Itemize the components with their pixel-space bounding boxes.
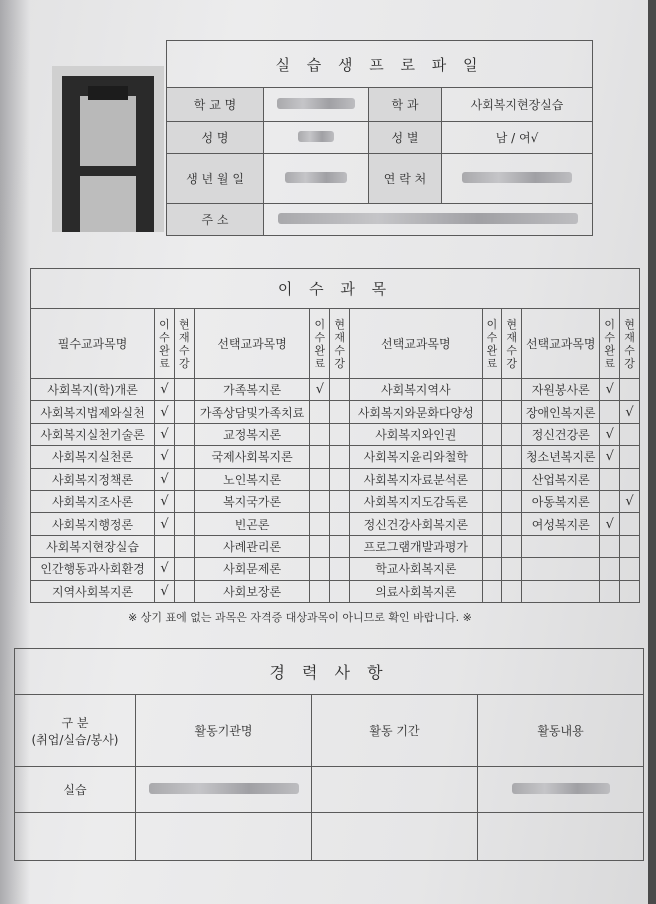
check-cell	[174, 513, 194, 535]
header-done-2: 이수완료	[310, 309, 330, 379]
check-cell	[600, 490, 620, 512]
check-cell	[502, 535, 522, 557]
check-cell	[502, 468, 522, 490]
course-name: 사회복지정책론	[31, 468, 155, 490]
course-name: 아동복지론	[522, 490, 600, 512]
course-row	[31, 580, 640, 602]
course-row	[31, 401, 640, 423]
check-cell	[620, 446, 640, 468]
check-cell: √	[155, 423, 175, 445]
check-cell	[600, 401, 620, 423]
check-cell: √	[155, 580, 175, 602]
school-label: 학 교 명	[167, 88, 264, 122]
career-row2-period	[312, 813, 478, 861]
course-name: 사회복지윤리와철학	[350, 446, 482, 468]
contact-label: 연 락 처	[369, 154, 442, 204]
profile-photo	[52, 66, 164, 232]
gender-label: 성 별	[369, 122, 442, 154]
course-name: 사회복지지도감독론	[350, 490, 482, 512]
check-cell	[502, 490, 522, 512]
check-cell	[620, 468, 640, 490]
check-cell: √	[620, 401, 640, 423]
career-title: 경 력 사 항	[15, 649, 644, 695]
courses-title: 이 수 과 목	[31, 269, 640, 309]
career-row2-category	[15, 813, 136, 861]
check-cell	[310, 468, 330, 490]
profile-title: 실 습 생 프 로 파 일	[167, 41, 593, 88]
check-cell: √	[155, 401, 175, 423]
course-name: 정신건강사회복지론	[350, 513, 482, 535]
career-row2-content	[478, 813, 644, 861]
check-cell	[620, 580, 640, 602]
contact-value	[442, 154, 593, 204]
course-name: 국제사회복지론	[194, 446, 310, 468]
check-cell	[502, 558, 522, 580]
dept-value: 사회복지현장실습	[442, 88, 593, 122]
course-name: 사회복지실천론	[31, 446, 155, 468]
course-name: 사회복지현장실습	[31, 535, 155, 557]
check-cell	[502, 379, 522, 401]
course-row	[31, 423, 640, 445]
page-edge	[648, 0, 656, 904]
course-row	[31, 490, 640, 512]
check-cell	[174, 558, 194, 580]
header-category	[15, 695, 136, 767]
course-name: 자원봉사론	[522, 379, 600, 401]
check-cell	[310, 401, 330, 423]
courses-note: ※ 상기 표에 없는 과목은 자격증 대상과목이 아니므로 확인 바랍니다. ※	[128, 611, 472, 624]
check-cell	[174, 468, 194, 490]
header-done-4: 이수완료	[600, 309, 620, 379]
name-value	[264, 122, 369, 154]
portrait-image	[52, 66, 164, 232]
course-name: 사회복지실천기술론	[31, 423, 155, 445]
check-cell	[482, 513, 502, 535]
birth-label: 생 년 월 일	[167, 154, 264, 204]
check-cell	[502, 580, 522, 602]
header-required: 필수교과목명	[31, 309, 155, 379]
check-cell	[620, 423, 640, 445]
courses-table	[30, 268, 640, 603]
header-period: 활동 기간	[312, 695, 478, 767]
check-cell	[502, 401, 522, 423]
check-cell	[620, 513, 640, 535]
career-row1-content	[478, 767, 644, 813]
course-name: 사회복지조사론	[31, 490, 155, 512]
check-cell: √	[600, 379, 620, 401]
header-elective-1: 선택교과목명	[194, 309, 310, 379]
check-cell: √	[155, 379, 175, 401]
header-current-2: 현재수강	[330, 309, 350, 379]
check-cell	[600, 535, 620, 557]
check-cell: √	[620, 490, 640, 512]
course-name: 프로그램개발과평가	[350, 535, 482, 557]
header-done-1: 이수완료	[155, 309, 175, 379]
check-cell	[482, 446, 502, 468]
check-cell: √	[155, 468, 175, 490]
course-name: 여성복지론	[522, 513, 600, 535]
course-name: 사회보장론	[194, 580, 310, 602]
course-name: 빈곤론	[194, 513, 310, 535]
check-cell	[330, 490, 350, 512]
header-done-3: 이수완료	[482, 309, 502, 379]
header-current-3: 현재수강	[502, 309, 522, 379]
check-cell	[310, 513, 330, 535]
check-cell: √	[155, 490, 175, 512]
check-cell: √	[155, 446, 175, 468]
course-name	[522, 558, 600, 580]
header-content: 활동내용	[478, 695, 644, 767]
career-row1-org	[136, 767, 312, 813]
course-row	[31, 513, 640, 535]
course-name: 산업복지론	[522, 468, 600, 490]
check-cell	[482, 558, 502, 580]
school-value	[264, 88, 369, 122]
check-cell	[482, 490, 502, 512]
check-cell	[600, 468, 620, 490]
course-name: 사회복지와인권	[350, 423, 482, 445]
check-cell	[310, 446, 330, 468]
check-cell	[330, 423, 350, 445]
check-cell	[330, 379, 350, 401]
course-row	[31, 446, 640, 468]
check-cell: √	[310, 379, 330, 401]
career-table	[14, 648, 644, 861]
course-name: 사회복지행정론	[31, 513, 155, 535]
check-cell	[330, 401, 350, 423]
course-name	[522, 535, 600, 557]
check-cell	[620, 535, 640, 557]
check-cell	[502, 513, 522, 535]
course-row	[31, 558, 640, 580]
course-name: 사회복지역사	[350, 379, 482, 401]
career-row1-period	[312, 767, 478, 813]
check-cell	[482, 379, 502, 401]
check-cell	[600, 558, 620, 580]
birth-value	[264, 154, 369, 204]
course-name: 사회복지와문화다양성	[350, 401, 482, 423]
check-cell	[174, 535, 194, 557]
course-name: 사회복지자료분석론	[350, 468, 482, 490]
check-cell	[482, 401, 502, 423]
course-row	[31, 468, 640, 490]
header-current-4: 현재수강	[620, 309, 640, 379]
check-cell: √	[600, 446, 620, 468]
address-label: 주 소	[167, 204, 264, 236]
check-cell	[620, 558, 640, 580]
course-name: 청소년복지론	[522, 446, 600, 468]
check-cell	[482, 468, 502, 490]
course-name: 정신건강론	[522, 423, 600, 445]
check-cell: √	[155, 513, 175, 535]
check-cell	[310, 535, 330, 557]
check-cell	[502, 423, 522, 445]
course-name	[522, 580, 600, 602]
check-cell: √	[155, 558, 175, 580]
career-row2-org	[136, 813, 312, 861]
check-cell	[330, 446, 350, 468]
header-org: 활동기관명	[136, 695, 312, 767]
check-cell	[310, 423, 330, 445]
check-cell	[330, 580, 350, 602]
check-cell	[174, 379, 194, 401]
check-cell	[330, 558, 350, 580]
check-cell: √	[600, 423, 620, 445]
course-row	[31, 535, 640, 557]
course-name: 학교사회복지론	[350, 558, 482, 580]
check-cell	[174, 401, 194, 423]
check-cell	[482, 580, 502, 602]
dept-label: 학 과	[369, 88, 442, 122]
header-category-sub: (취업/실습/봉사)	[31, 732, 119, 747]
check-cell	[155, 535, 175, 557]
course-name: 복지국가론	[194, 490, 310, 512]
course-name: 인간행동과사회환경	[31, 558, 155, 580]
check-cell	[310, 580, 330, 602]
check-cell	[502, 446, 522, 468]
course-name: 가족복지론	[194, 379, 310, 401]
course-name: 사회복지법제와실천	[31, 401, 155, 423]
check-cell	[330, 513, 350, 535]
header-elective-3: 선택교과목명	[522, 309, 600, 379]
check-cell: √	[600, 513, 620, 535]
name-label: 성 명	[167, 122, 264, 154]
check-cell	[310, 558, 330, 580]
career-row1-category: 실습	[15, 767, 136, 813]
course-row	[31, 379, 640, 401]
check-cell	[330, 535, 350, 557]
course-name: 가족상담및가족치료	[194, 401, 310, 423]
check-cell	[174, 580, 194, 602]
check-cell	[330, 468, 350, 490]
course-name: 교정복지론	[194, 423, 310, 445]
check-cell	[174, 490, 194, 512]
gender-value: 남 / 여√	[442, 122, 593, 154]
check-cell	[482, 423, 502, 445]
check-cell	[600, 580, 620, 602]
header-elective-2: 선택교과목명	[350, 309, 482, 379]
course-name: 지역사회복지론	[31, 580, 155, 602]
course-name: 사례관리론	[194, 535, 310, 557]
check-cell	[174, 446, 194, 468]
course-name: 장애인복지론	[522, 401, 600, 423]
header-current-1: 현재수강	[174, 309, 194, 379]
course-name: 노인복지론	[194, 468, 310, 490]
header-category-label: 구 분	[61, 715, 89, 730]
check-cell	[310, 490, 330, 512]
course-name: 의료사회복지론	[350, 580, 482, 602]
check-cell	[482, 535, 502, 557]
address-value	[264, 204, 593, 236]
course-name: 사회복지(학)개론	[31, 379, 155, 401]
course-name: 사회문제론	[194, 558, 310, 580]
check-cell	[620, 379, 640, 401]
check-cell	[174, 423, 194, 445]
